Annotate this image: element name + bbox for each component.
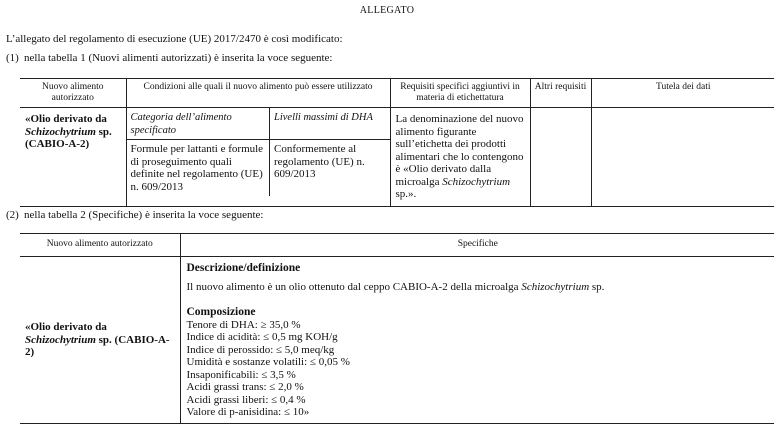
description-prefix: Il nuovo alimento è un olio ottenuto dal ceppo CABIO-A-2 della microalga <box>186 280 519 293</box>
composition-list <box>187 319 770 419</box>
amendment-item-2 <box>6 209 263 222</box>
labelling-text: La denominazione del nuovo alimento figurante sull’etichetta dei prodotti alimentari che lo contengono è «Olio derivato dalla microalga <box>395 113 524 188</box>
column-header: Tutela dei dati <box>591 79 774 108</box>
intro-text: L’allegato del regolamento di esecuzione (UE) 2017/2470 è così modificato: <box>6 33 343 45</box>
composition-item: Acidi grassi liberi: ≤ 0,4 % <box>186 393 306 406</box>
table-header-row <box>20 234 774 257</box>
item-text: nella tabella 1 (Nuovi alimenti autorizzati) è inserita la voce seguente: <box>24 52 333 64</box>
composition-item: Umidità e sostanze volatili: ≤ 0,05 % <box>186 356 350 368</box>
specifications-table <box>20 233 774 424</box>
composition-item: Acidi grassi trans: ≤ 2,0 % <box>186 381 304 393</box>
species-name: Schizochytrium <box>442 175 511 188</box>
item-number: (1) <box>6 52 19 64</box>
max-dha-level: Conformemente al regolamento (UE) n. 609/2013 <box>270 140 390 197</box>
column-header: Altri requisiti <box>530 79 591 108</box>
sub-header: Livelli massimi di DHA <box>270 108 390 140</box>
column-header: Specifiche <box>180 234 774 257</box>
food-category: Formule per lattanti e formule di proseguimento quali definite nel regolamento (UE) n. 609/2013 <box>130 143 264 193</box>
column-header: Condizioni alle quali il nuovo alimento può essere utilizzato <box>126 79 390 108</box>
description-heading: Descrizione/definizione <box>186 262 301 274</box>
conditions-subtable <box>127 108 390 196</box>
column-header: Nuovo alimento autorizzato <box>20 234 180 257</box>
amendment-item-1 <box>6 52 332 65</box>
novel-foods-table <box>20 78 774 207</box>
food-name-suffix: sp. (CABIO-A-2) <box>25 333 170 358</box>
food-name-cell <box>20 257 180 424</box>
data-protection-cell <box>591 108 774 207</box>
composition-item: Tenore di DHA: ≥ 35,0 % <box>186 318 301 331</box>
labelling-suffix: sp.». <box>395 188 417 200</box>
composition-heading: Composizione <box>186 306 256 318</box>
food-name-prefix: «Olio derivato da <box>25 113 107 125</box>
composition-item: Indice di acidità: ≤ 0,5 mg KOH/g <box>186 331 338 343</box>
specifications-cell <box>180 257 774 424</box>
conditions-cell <box>126 108 390 207</box>
page-title: ALLEGATO <box>359 5 415 16</box>
description-suffix: sp. <box>591 280 605 293</box>
table-row <box>20 257 774 424</box>
item-text: nella tabella 2 (Specifiche) è inserita la voce seguente: <box>24 209 264 221</box>
food-name-prefix: «Olio derivato da <box>25 321 107 333</box>
column-header: Requisiti specifici aggiuntivi in materia di etichettatura <box>390 79 530 108</box>
food-name-cell <box>20 108 126 207</box>
other-requirements-cell <box>530 108 591 207</box>
sub-header: Categoria dell’alimento specificato <box>127 108 270 140</box>
labelling-cell <box>390 108 530 207</box>
species-name: Schizochytrium <box>521 280 590 293</box>
species-name: Schizochytrium <box>25 333 96 346</box>
composition-item: Insaponificabili: ≤ 3,5 % <box>186 368 296 381</box>
description-text <box>187 281 770 294</box>
table-header-row <box>20 79 774 108</box>
table-row <box>20 108 774 207</box>
composition-item: Valore di p-anisidina: ≤ 10» <box>186 406 310 418</box>
composition-item: Indice di perossido: ≤ 5,0 meq/kg <box>186 343 335 356</box>
column-header: Nuovo alimento autorizzato <box>20 79 126 108</box>
food-name-suffix: sp. (CABIO-A-2) <box>25 125 112 150</box>
item-number: (2) <box>6 209 19 221</box>
species-name: Schizochytrium <box>25 125 96 138</box>
